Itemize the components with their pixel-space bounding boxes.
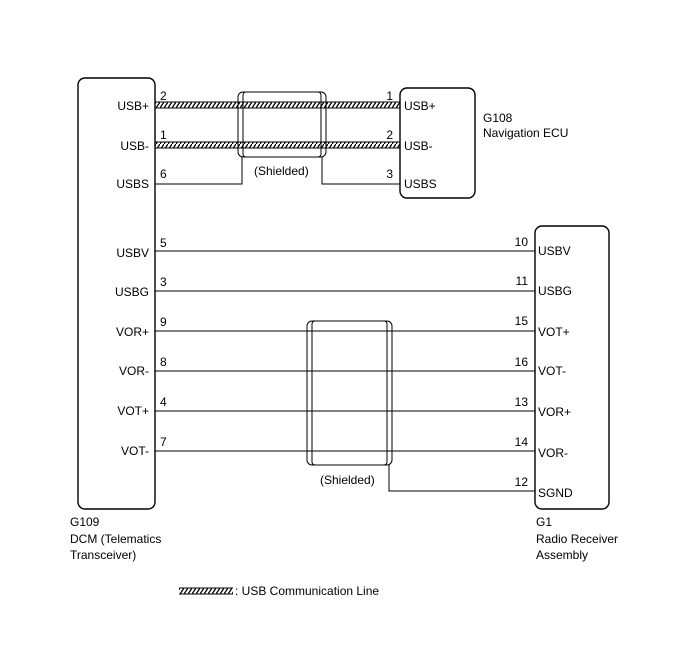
upper-shield-label: (Shielded) <box>254 164 309 178</box>
lower-shield-label: (Shielded) <box>320 473 375 487</box>
nav-code: G108 <box>483 111 513 125</box>
dcm-usb-plus-label: USB+ <box>117 99 149 113</box>
dcm-usbv-pin: 5 <box>160 236 167 250</box>
legend-text: : USB Communication Line <box>235 584 380 598</box>
radio-sgnd-pin: 12 <box>514 475 528 489</box>
radio-name-line1: Radio Receiver <box>536 532 619 546</box>
dcm-vot-minus-label: VOT- <box>120 444 149 458</box>
radio-vot-plus-label: VOT+ <box>538 325 570 339</box>
radio-vor-plus-pin: 13 <box>514 395 528 409</box>
dcm-vot-plus-label: VOT+ <box>117 404 149 418</box>
dcm-usb-minus-label: USB- <box>120 139 149 153</box>
dcm-usbg-pin: 3 <box>160 275 167 289</box>
sgnd-wire <box>389 465 535 491</box>
nav-usb-plus-label: USB+ <box>404 99 436 113</box>
legend-swatch <box>179 588 233 594</box>
radio-name-line2: Assembly <box>536 548 589 562</box>
radio-usbg-pin: 11 <box>515 274 528 288</box>
dcm-usbs-label: USBS <box>116 177 149 191</box>
radio-vor-minus-pin: 14 <box>514 435 528 449</box>
dcm-name-line2: Transceiver) <box>70 548 137 562</box>
radio-vot-plus-pin: 15 <box>514 314 528 328</box>
radio-usbv-label: USBV <box>538 244 571 258</box>
lower-shield <box>307 321 392 465</box>
nav-usb-minus-label: USB- <box>404 139 433 153</box>
dcm-usb-minus-pin: 1 <box>160 128 167 142</box>
radio-usbg-label: USBG <box>538 284 573 298</box>
radio-code: G1 <box>536 515 553 529</box>
radio-vor-plus-label: VOR+ <box>538 405 572 419</box>
nav-usb-plus-pin: 1 <box>386 89 393 103</box>
radio-vor-minus-label: VOR- <box>538 446 568 460</box>
dcm-vor-minus-label: VOR- <box>119 364 149 378</box>
radio-usbv-pin: 10 <box>514 235 528 249</box>
dcm-code: G109 <box>70 515 100 529</box>
nav-usbs-label: USBS <box>404 177 437 191</box>
dcm-vor-plus-label: VOR+ <box>115 325 149 339</box>
usb-minus-wire <box>155 142 400 148</box>
usb-plus-wire <box>155 102 400 108</box>
dcm-vot-plus-pin: 4 <box>160 395 167 409</box>
dcm-vor-plus-pin: 9 <box>160 315 167 329</box>
dcm-vor-minus-pin: 8 <box>160 355 167 369</box>
radio-vot-minus-label: VOT- <box>538 364 567 378</box>
dcm-usbg-label: USBG <box>114 285 149 299</box>
dcm-usbv-label: USBV <box>116 246 149 260</box>
dcm-usbs-pin: 6 <box>160 167 167 181</box>
nav-name: Navigation ECU <box>483 126 569 140</box>
radio-sgnd-label: SGND <box>538 486 573 500</box>
dcm-name-line1: DCM (Telematics <box>70 532 162 546</box>
nav-usb-minus-pin: 2 <box>386 128 393 142</box>
usbs-wire-left <box>155 157 242 184</box>
nav-usbs-pin: 3 <box>386 167 393 181</box>
dcm-usb-plus-pin: 2 <box>160 89 167 103</box>
radio-vot-minus-pin: 16 <box>514 355 528 369</box>
dcm-vot-minus-pin: 7 <box>160 435 167 449</box>
